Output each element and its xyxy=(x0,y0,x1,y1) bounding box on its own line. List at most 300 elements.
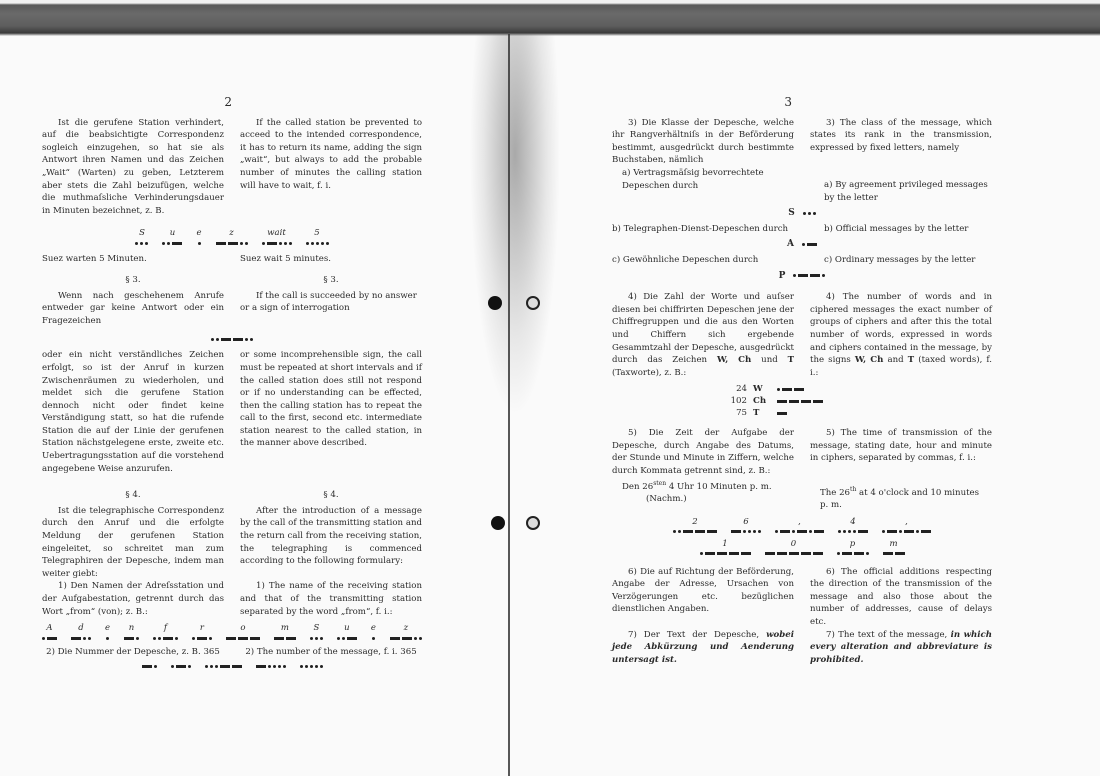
morse-label: n xyxy=(128,623,135,634)
morse-label: e xyxy=(370,623,376,634)
morse-dot xyxy=(753,530,756,533)
sign-w: W, xyxy=(716,355,729,366)
morse-code xyxy=(106,634,109,642)
morse-dot xyxy=(216,338,219,341)
paragraph-en: or some incomprehensible sign, the call must be repeated at short intervals and if the called station does still not respond or if no understanding can be effected, then the calling station has to repeat the call to the first, second etc. intermediate station nearest to the called station, in the manner above described. xyxy=(240,350,422,449)
morse-code xyxy=(802,241,817,249)
morse-code xyxy=(803,209,816,217)
paragraph-en: After the introduction of a message by the call of the transmitting station and the return call from the receiving station, the telegraphing is commenced according to the following formulary: xyxy=(240,505,422,567)
morse-dash xyxy=(197,637,207,640)
morse-dot xyxy=(802,243,805,246)
morse-dot xyxy=(205,665,208,668)
text: (Taxworte), z. B.: xyxy=(612,367,687,378)
morse-dot xyxy=(843,530,846,533)
morse-dash xyxy=(71,637,81,640)
paragraph-en: If the call is succeeded by no answer or a sign of interrogation xyxy=(240,290,417,314)
morse-dot xyxy=(882,530,885,533)
morse-character xyxy=(105,622,110,642)
section-heading-de: § 3. xyxy=(125,274,141,285)
morse-code xyxy=(882,528,931,536)
morse-code xyxy=(731,528,761,536)
morse-dot xyxy=(188,665,191,668)
morse-dot xyxy=(289,242,292,245)
morse-dot xyxy=(899,530,902,533)
morse-label: A xyxy=(46,623,53,634)
morse-label: S xyxy=(313,623,320,634)
list-item-c-en: c) Ordinary messages by the letter xyxy=(824,254,976,265)
morse-code xyxy=(262,239,292,247)
morse-dot xyxy=(866,552,869,555)
paragraph-de: Wenn nach geschehenem Anrufe entweder gar keine Antwort oder ein Fragezeichen xyxy=(42,290,224,326)
section-heading-en: § 4. xyxy=(323,490,339,501)
morse-dash xyxy=(842,552,852,555)
morse-dash xyxy=(854,552,864,555)
morse-dash xyxy=(717,552,727,555)
emphasis: in which every alteration and abbreviature is prohibited. xyxy=(810,629,992,665)
morse-dash xyxy=(124,637,134,640)
morse-label: z xyxy=(403,623,409,634)
morse-dash xyxy=(232,665,242,668)
text: und xyxy=(761,355,778,366)
morse-code xyxy=(274,634,296,642)
morse-dash xyxy=(887,530,897,533)
morse-dot xyxy=(419,637,422,640)
paragraph-de: oder ein nicht verständliches Zeichen erfolgt, so ist der Anruf in kurzen Zwischenräumen zu wiederholen, und meldet sich die gerufene Station dennoch nicht oder findet keine Verständigung statt, so hat die rufende Station die auf der Linie der gerufenen Station nächstgelegene erste, zweite etc. Uebertragungsstation auf die vorstehend angegebene Weise anzurufen. xyxy=(42,350,224,474)
paragraph-en: 3) The class of the message, which states its rank in the transmission, expressed by fixed letters, namely xyxy=(810,117,992,153)
paragraph-en xyxy=(810,291,992,379)
morse-dash xyxy=(921,530,931,533)
morse-character xyxy=(142,663,157,671)
morse-dot xyxy=(300,665,303,668)
count-sign: Ch xyxy=(753,395,767,406)
morse-dot xyxy=(278,665,281,668)
morse-dash xyxy=(777,412,787,415)
morse-character xyxy=(306,227,329,247)
morse-dot xyxy=(283,665,286,668)
paragraph-en: 1) The name of the receiving station and that of the transmitting station separated by the word „from“, f. i.: xyxy=(240,581,422,617)
morse-dot xyxy=(273,665,276,668)
morse-dot xyxy=(262,242,265,245)
text: 7) Der Text der Depesche, xyxy=(628,629,760,640)
morse-dot xyxy=(145,242,148,245)
morse-dot xyxy=(306,242,309,245)
morse-character xyxy=(256,663,286,671)
morse-dot xyxy=(316,242,319,245)
morse-dot xyxy=(210,665,213,668)
morse-dot xyxy=(162,242,165,245)
morse-dot xyxy=(758,530,761,533)
morse-dash xyxy=(883,552,893,555)
morse-code xyxy=(153,634,178,642)
morse-dot xyxy=(748,530,751,533)
morse-character xyxy=(837,538,869,558)
count-sign: T xyxy=(753,407,760,418)
morse-dot xyxy=(793,274,796,277)
morse-code xyxy=(135,239,148,247)
sign-t: T xyxy=(907,355,915,366)
morse-code xyxy=(337,634,357,642)
morse-dash xyxy=(267,242,277,245)
list-item-a-en: a) By agreement privileged messages by the letter xyxy=(824,179,988,203)
morse-label: S xyxy=(139,228,145,239)
morse-label: 0 xyxy=(790,538,797,549)
morse-character xyxy=(883,538,905,558)
scan-top-edge xyxy=(0,0,1100,36)
morse-label: wait xyxy=(267,228,286,239)
morse-dash xyxy=(813,400,823,403)
text: The 26 xyxy=(820,487,851,498)
morse-code xyxy=(673,528,717,536)
morse-character xyxy=(192,622,212,642)
morse-character xyxy=(42,622,57,642)
morse-code xyxy=(192,634,212,642)
morse-dot xyxy=(320,637,323,640)
morse-dash xyxy=(216,242,226,245)
morse-label: e xyxy=(104,623,110,634)
right-page xyxy=(612,96,992,666)
morse-character xyxy=(274,622,296,642)
morse-dot xyxy=(167,242,170,245)
morse-dash xyxy=(176,665,186,668)
morse-dot xyxy=(315,637,318,640)
morse-dash xyxy=(765,552,775,555)
morse-dash xyxy=(274,637,284,640)
morse-dash xyxy=(895,552,905,555)
binding-hole-left-top xyxy=(488,296,502,310)
morse-label: e xyxy=(196,228,202,239)
section-heading-de: § 4. xyxy=(125,490,141,501)
morse-character xyxy=(153,622,178,642)
morse-label: r xyxy=(199,623,204,634)
morse-dot xyxy=(153,637,156,640)
morse-code xyxy=(216,239,248,247)
morse-dot xyxy=(678,530,681,533)
morse-dot xyxy=(211,338,214,341)
paragraph-en: 5) The time of transmission of the message, stating date, hour and minute in ciphers, separated by commas, f. i.: xyxy=(810,428,992,464)
morse-code xyxy=(883,550,905,558)
paragraph-de xyxy=(612,291,794,379)
paragraph-de xyxy=(612,629,794,667)
morse-label: 5 xyxy=(314,228,320,239)
list-item-a-de: a) Vertragsmäſsig bevorrechtete Depeschen durch xyxy=(622,167,764,191)
morse-label: , xyxy=(798,516,801,527)
morse-dot xyxy=(315,665,318,668)
example-time-de xyxy=(612,478,794,512)
morse-dash xyxy=(731,530,741,533)
morse-character xyxy=(300,663,323,671)
morse-dot xyxy=(284,242,287,245)
paragraph-en: If the called station be prevented to acceed to the intended correspondence, it has to return its name, adding the sign „wait“, but always to add the probable number of minutes the calling station will have to wait, f. i. xyxy=(240,117,422,191)
morse-code xyxy=(211,335,253,343)
morse-dash xyxy=(705,552,715,555)
morse-character xyxy=(226,622,260,642)
paragraph-de: 1) Den Namen der Adreſsstation und der Aufgabestation, getrennt durch das Wort „from“ (von); z. B.: xyxy=(42,581,224,617)
morse-label: 6 xyxy=(743,516,749,527)
text: 4 Uhr 10 Minuten p. m. xyxy=(668,481,772,492)
morse-dot xyxy=(837,552,840,555)
morse-character xyxy=(337,622,357,642)
morse-code xyxy=(205,663,242,671)
binding-hole-right-top xyxy=(526,296,540,310)
letter: A xyxy=(787,239,794,250)
morse-dot xyxy=(311,242,314,245)
text: and xyxy=(887,355,904,366)
morse-label: 2 xyxy=(692,516,698,527)
morse-dot xyxy=(777,388,780,391)
example-caption-en: Suez wait 5 minutes. xyxy=(240,254,332,265)
text: (taxed words), f. i.: xyxy=(810,355,993,378)
morse-code xyxy=(390,634,422,642)
morse-code xyxy=(793,272,825,280)
morse-dot xyxy=(245,242,248,245)
morse-character xyxy=(205,663,242,671)
count-row xyxy=(717,383,992,395)
morse-label: m xyxy=(280,623,289,634)
paragraph-de: 2) Die Nummer der Depesche, z. B. 365 xyxy=(46,647,220,658)
morse-dash xyxy=(814,530,824,533)
morse-label: m xyxy=(889,538,898,549)
count-row xyxy=(717,395,992,407)
text: 4) The number of words and in ciphered messages the exact number of groups of ciphers and after this the total number of words, expressed in words and ciphers contained in the message, by the signs xyxy=(810,292,992,366)
morse-example-time-minutes xyxy=(612,538,992,558)
text: 4) Die Zahl der Worte und auſser diesen bei chiffrirten Depeschen jene der Chiffregruppen und die aus den Worten und Chiffern sich ergebende Gesammtzahl der Depesche, ausgedrückt durch das Zeichen xyxy=(612,292,794,366)
morse-code xyxy=(777,409,787,417)
morse-code xyxy=(777,385,804,393)
morse-dash xyxy=(256,665,266,668)
morse-dot xyxy=(171,665,174,668)
superscript: th xyxy=(850,485,857,493)
morse-code xyxy=(777,397,823,405)
morse-dot xyxy=(268,665,271,668)
morse-dot xyxy=(135,242,138,245)
paragraph-de: 3) Die Klasse der Depesche, welche ihr Rangverhältniſs in der Beförderung bestimmt, ausgedrückt durch bestimmte Buchstaben, nämlich xyxy=(612,117,794,166)
morse-character xyxy=(124,622,139,642)
book-gutter-shadow xyxy=(470,34,560,776)
morse-character xyxy=(135,227,148,247)
morse-code xyxy=(142,663,157,671)
morse-character xyxy=(371,622,376,642)
morse-dot xyxy=(916,530,919,533)
morse-code xyxy=(42,634,57,642)
list-item-c-de: c) Gewöhnliche Depeschen durch xyxy=(612,254,759,265)
morse-character xyxy=(262,227,292,247)
morse-dash xyxy=(163,637,173,640)
morse-dash xyxy=(250,637,260,640)
morse-dash xyxy=(810,274,820,277)
morse-dot xyxy=(250,338,253,341)
morse-dash xyxy=(47,637,57,640)
morse-dot xyxy=(822,274,825,277)
morse-dot xyxy=(337,637,340,640)
morse-dot xyxy=(342,637,345,640)
morse-example-suez-wait xyxy=(42,227,422,247)
morse-dash xyxy=(233,338,243,341)
morse-dash xyxy=(707,530,717,533)
morse-dot xyxy=(192,637,195,640)
morse-dot xyxy=(808,212,811,215)
book-spine-fold xyxy=(508,34,510,776)
morse-code xyxy=(226,634,260,642)
morse-dot xyxy=(175,637,178,640)
morse-dot xyxy=(320,665,323,668)
sign-ch: Ch xyxy=(870,355,884,366)
morse-dot xyxy=(106,637,109,640)
count-number: 75 xyxy=(736,407,747,418)
morse-code xyxy=(162,239,182,247)
class-letter-a xyxy=(612,238,992,251)
superscript: sten xyxy=(653,479,667,487)
morse-character xyxy=(310,622,323,642)
morse-dash xyxy=(780,530,790,533)
binding-hole-right-bottom xyxy=(526,516,540,530)
morse-dash xyxy=(347,637,357,640)
morse-example-365 xyxy=(42,663,422,671)
morse-dot xyxy=(88,637,91,640)
morse-dot xyxy=(673,530,676,533)
morse-label: f xyxy=(163,623,168,634)
morse-character xyxy=(673,516,717,536)
morse-dot xyxy=(215,665,218,668)
morse-character xyxy=(216,227,248,247)
morse-dot xyxy=(700,552,703,555)
morse-dot xyxy=(321,242,324,245)
morse-dot xyxy=(136,637,139,640)
morse-dot xyxy=(42,637,45,640)
morse-label: u xyxy=(344,623,350,634)
morse-dash xyxy=(741,552,751,555)
morse-dash xyxy=(904,530,914,533)
text: (Nachm.) xyxy=(646,494,687,505)
morse-label: o xyxy=(240,623,246,634)
morse-dash xyxy=(813,552,823,555)
morse-dot xyxy=(83,637,86,640)
count-row xyxy=(717,407,992,419)
word-count-table xyxy=(717,383,992,419)
morse-dot xyxy=(848,530,851,533)
morse-dash xyxy=(238,637,248,640)
class-letter-p xyxy=(612,270,992,283)
count-number: 24 xyxy=(736,383,747,394)
morse-code xyxy=(837,550,869,558)
sign-w: W, xyxy=(854,355,867,366)
morse-dash xyxy=(172,242,182,245)
letter: P xyxy=(778,270,786,281)
morse-dash xyxy=(402,637,412,640)
class-letter-s xyxy=(612,207,992,220)
morse-code xyxy=(765,550,823,558)
paragraph-en: 6) The official additions respecting the direction of the transmission of the message and also those about the number of addresses, cause of delays etc. xyxy=(810,566,992,628)
morse-dash xyxy=(142,665,152,668)
morse-dot xyxy=(414,637,417,640)
morse-dash xyxy=(286,637,296,640)
morse-label: d xyxy=(78,623,84,634)
morse-dash xyxy=(390,637,400,640)
morse-character xyxy=(71,622,91,642)
morse-dot xyxy=(209,637,212,640)
morse-code xyxy=(306,239,329,247)
page-number: 3 xyxy=(784,95,792,109)
morse-dash xyxy=(807,243,817,246)
morse-dash xyxy=(797,530,807,533)
morse-dash xyxy=(777,552,787,555)
morse-label: z xyxy=(229,228,234,239)
morse-code xyxy=(775,528,824,536)
sign-t: T xyxy=(787,355,795,366)
paragraph-de: Ist die telegraphische Correspondenz durch den Anruf und die erfolgte Meldung der gerufenen Station eingeleitet, so schreitet man zum Telegraphiren der Depesche, indem man weiter giebt: xyxy=(42,505,224,579)
letter: S xyxy=(788,208,795,219)
morse-dot xyxy=(853,530,856,533)
paragraph-de: 6) Die auf Richtung der Beförderung, Angabe der Adresse, Ursachen von Verzögerungen etc. bezüglichen dienstlichen Angaben. xyxy=(612,566,794,615)
morse-dash xyxy=(221,338,231,341)
morse-dash xyxy=(220,665,230,668)
morse-character xyxy=(171,663,191,671)
morse-dot xyxy=(743,530,746,533)
morse-label: p xyxy=(849,538,856,549)
morse-dash xyxy=(782,388,792,391)
morse-label: 4 xyxy=(850,516,856,527)
paragraph-de: 5) Die Zeit der Aufgabe der Depesche, durch Angabe des Datums, der Stunde und Minute in Ziffern, welche durch Kommata getrennt sind, z. B.: xyxy=(612,428,794,477)
text: Den 26 xyxy=(622,481,654,492)
morse-example-aden-from-suez xyxy=(42,622,422,642)
morse-dash xyxy=(695,530,705,533)
morse-code xyxy=(71,634,91,642)
morse-label: , xyxy=(905,516,908,527)
count-number: 102 xyxy=(730,395,747,406)
morse-code xyxy=(310,634,323,642)
morse-dash xyxy=(777,400,787,403)
morse-dash xyxy=(228,242,238,245)
morse-dash xyxy=(683,530,693,533)
paragraph-en xyxy=(810,629,992,667)
morse-dot xyxy=(310,665,313,668)
morse-code xyxy=(256,663,286,671)
morse-dash xyxy=(798,274,808,277)
morse-character xyxy=(882,516,931,536)
morse-code xyxy=(700,550,751,558)
morse-character xyxy=(731,516,761,536)
morse-dash xyxy=(794,388,804,391)
morse-dot xyxy=(310,637,313,640)
morse-dot xyxy=(279,242,282,245)
section-heading-en: § 3. xyxy=(323,274,339,285)
morse-dash xyxy=(801,552,811,555)
morse-dot xyxy=(775,530,778,533)
example-time-en xyxy=(810,484,992,512)
list-item-b-de: b) Telegraphen-Dienst-Depeschen durch xyxy=(612,223,789,234)
binding-hole-left-bottom xyxy=(491,516,505,530)
morse-code xyxy=(300,663,323,671)
page-number: 2 xyxy=(224,95,232,109)
morse-dot xyxy=(326,242,329,245)
morse-code xyxy=(124,634,139,642)
morse-interrogation xyxy=(42,335,422,343)
morse-dot xyxy=(809,530,812,533)
morse-dot xyxy=(792,530,795,533)
morse-dot xyxy=(245,338,248,341)
left-page xyxy=(42,96,422,673)
morse-dash xyxy=(789,552,799,555)
text: at 4 o'clock and 10 minutes xyxy=(859,487,980,498)
morse-character xyxy=(775,516,824,536)
paragraph-de: Ist die gerufene Station verhindert, auf die beabsichtigte Correspondenz sogleich einzugehen, so hat sie als Antwort ihren Namen und das Zeichen „Wait“ (Warten) zu geben, Letzterem aber stets die Zahl beizufügen, welche die muthmaſsliche Verhinderungsdauer in Minuten bezeichnet, z. B. xyxy=(42,117,224,216)
sign-ch: Ch xyxy=(738,355,752,366)
paragraph-en: 2) The number of the message, f. i. 365 xyxy=(245,647,417,658)
morse-code xyxy=(838,528,868,536)
morse-character xyxy=(196,227,201,247)
morse-dot xyxy=(240,242,243,245)
morse-example-time-date xyxy=(612,516,992,536)
example-caption-de: Suez warten 5 Minuten. xyxy=(42,254,147,265)
